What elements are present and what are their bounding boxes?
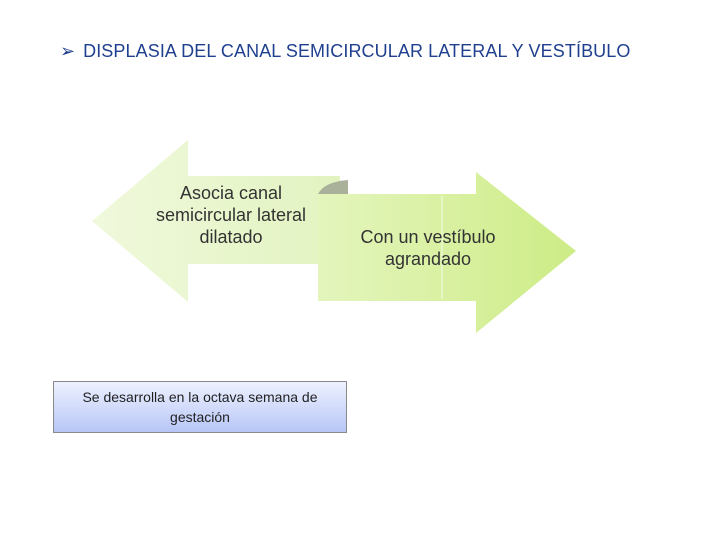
right-arrow-label: Con un vestíbulo agrandado <box>360 227 496 269</box>
note-box <box>53 381 347 433</box>
arrow-bullet-icon: ➢ <box>60 40 76 61</box>
title-text: DISPLASIA DEL CANAL SEMICIRCULAR LATERAL Y VESTÍBULO <box>83 40 631 61</box>
note-text: Se desarrolla en la octava semana de gestación <box>82 389 318 425</box>
left-arrow-label: Asocia canal semicircular lateral dilatado <box>155 183 307 247</box>
